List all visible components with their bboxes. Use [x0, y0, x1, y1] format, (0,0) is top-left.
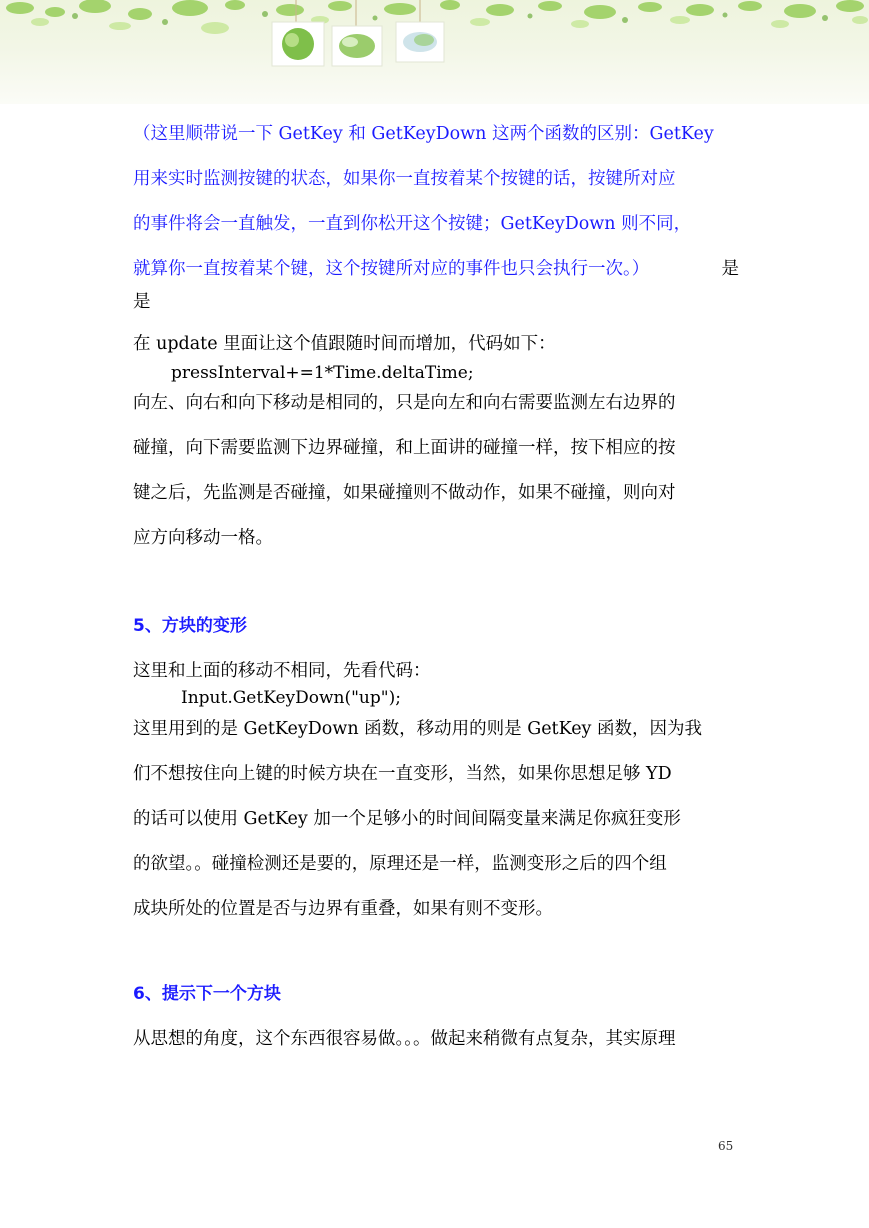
text-line — [133, 247, 739, 292]
text-line: 的话可以使用 GetKey 加一个足够小的时间间隔变量来满足你疯狂变形 — [133, 809, 681, 829]
code-getkeydown: Input.GetKeyDown("up"); — [181, 688, 401, 708]
text-line: （这里顺带说一下 GetKey 和 GetKeyDown 这两个函数的区别：GetKey — [133, 124, 714, 144]
text-line: 成块所处的位置是否与边界有重叠，如果有则不变形。 — [133, 899, 553, 919]
paragraph-continuation: 是 — [133, 292, 151, 312]
text-line: 用来实时监测按键的状态，如果你一直按着某个按键的话，按键所对应 — [133, 169, 676, 189]
paragraph-update: 在 update 里面让这个值跟随时间而增加，代码如下： — [133, 334, 556, 354]
leaf-decoration-icon — [0, 0, 869, 104]
page-number: 65 — [718, 1139, 734, 1153]
paragraph-rotation — [133, 707, 739, 932]
code-press-interval: pressInterval+=1*Time.deltaTime; — [171, 363, 474, 383]
document-body — [133, 112, 739, 1062]
text-line: 的欲望。。碰撞检测还是要的，原理还是一样，监测变形之后的四个组 — [133, 854, 667, 874]
text-line-tail: 是 — [721, 259, 739, 279]
text-line: 键之后，先监测是否碰撞，如果碰撞则不做动作，如果不碰撞，则向对 — [133, 483, 676, 503]
paragraph-next-block: 从思想的角度，这个东西很容易做。。。做起来稍微有点复杂，其实原理 — [133, 1029, 676, 1049]
text-line: 这里用到的是 GetKeyDown 函数，移动用的则是 GetKey 函数，因为我 — [133, 719, 702, 739]
paragraph-rotation-intro: 这里和上面的移动不相同，先看代码： — [133, 661, 431, 681]
section-heading-6: 6、提示下一个方块 — [133, 984, 281, 1004]
paragraph-getkey-note — [133, 112, 739, 292]
text-line: 向左、向右和向下移动是相同的，只是向左和向右需要监测左右边界的 — [133, 393, 676, 413]
text-line-main: 就算你一直按着某个键，这个按键所对应的事件也只会执行一次。） — [133, 259, 650, 279]
text-line: 们不想按住向上键的时候方块在一直变形，当然，如果你思想足够 YD — [133, 764, 672, 784]
text-line: 应方向移动一格。 — [133, 528, 273, 548]
text-line: 的事件将会一直触发，一直到你松开这个按键；GetKeyDown 则不同， — [133, 214, 692, 234]
header-banner — [0, 0, 869, 104]
text-line: 碰撞，向下需要监测下边界碰撞，和上面讲的碰撞一样，按下相应的按 — [133, 438, 676, 458]
section-heading-5: 5、方块的变形 — [133, 616, 247, 636]
paragraph-movement — [133, 381, 739, 561]
